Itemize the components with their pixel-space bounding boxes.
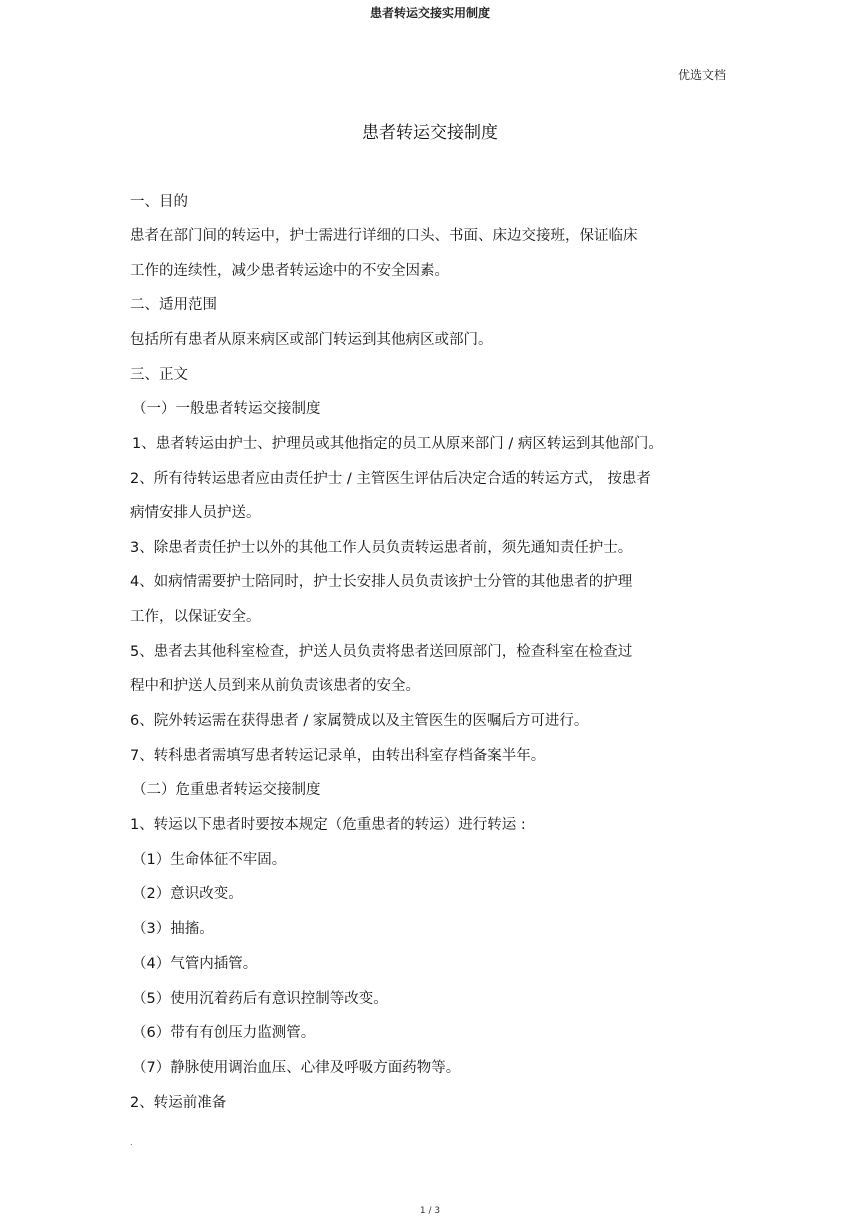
body-line: 一、目的	[130, 194, 188, 210]
body-line: （一）一般患者转运交接制度	[132, 401, 321, 417]
body-line: 5、患者去其他科室检查，护送人员负责将患者送回原部门，检查科室在检查过	[130, 644, 633, 660]
body-line: 3、除患者责任护士以外的其他工作人员负责转运患者前，须先通知责任护士。	[130, 540, 633, 556]
body-line: 病情安排人员护送。	[130, 505, 261, 521]
body-line: 工作的连续性，减少患者转运途中的不安全因素。	[130, 263, 449, 279]
body-line: 1、转运以下患者时要按本规定（危重患者的转运）进行转运 :	[130, 817, 526, 833]
body-line: 程中和护送人员到来从前负责该患者的安全。	[130, 678, 420, 694]
body-line: （6）带有有创压力监测管。	[132, 1025, 316, 1041]
body-line: 2、转运前准备	[130, 1095, 227, 1111]
body-line: 二、适用范围	[130, 297, 217, 313]
body-line: 三、正文	[130, 367, 188, 383]
body-line: （3）抽搐。	[132, 921, 214, 937]
body-line: 7、转科患者需填写患者转运记录单，由转出科室存档备案半年。	[130, 748, 546, 764]
body-line: 1、患者转运由护士、护理员或其他指定的员工从原来部门 / 病区转运到其他部门。	[132, 436, 663, 452]
body-line: （1）生命体征不牢固。	[132, 852, 287, 868]
body-line: 工作，以保证安全。	[130, 609, 261, 625]
body-line: （7）静脉使用调治血压、心律及呼吸方面药物等。	[132, 1060, 461, 1076]
body-line: （2）意识改变。	[132, 886, 243, 902]
body-line: 4、如病情需要护士陪同时，护士长安排人员负责该护士分管的其他患者的护理	[130, 574, 633, 590]
document-title: 患者转运交接制度	[362, 123, 498, 143]
stray-dot: .	[130, 1138, 133, 1147]
body-line: 2、所有待转运患者应由责任护士 / 主管医生评估后决定合适的转运方式， 按患者	[130, 471, 651, 487]
body-line: 包括所有患者从原来病区或部门转运到其他病区或部门。	[130, 332, 493, 348]
running-header: 患者转运交接实用制度	[369, 6, 490, 20]
page-number: 1 / 3	[419, 1206, 441, 1216]
corner-tag: 优选文档	[677, 68, 726, 82]
body-line: （4）气管内插管。	[132, 956, 258, 972]
body-line: 6、院外转运需在获得患者 / 家属赞成以及主管医生的医嘱后方可进行。	[130, 713, 589, 729]
body-line: （5）使用沉着药后有意识控制等改变。	[132, 991, 388, 1007]
body-line: 患者在部门间的转运中，护士需进行详细的口头、书面、床边交接班，保证临床	[130, 228, 638, 244]
body-line: （二）危重患者转运交接制度	[132, 782, 321, 798]
